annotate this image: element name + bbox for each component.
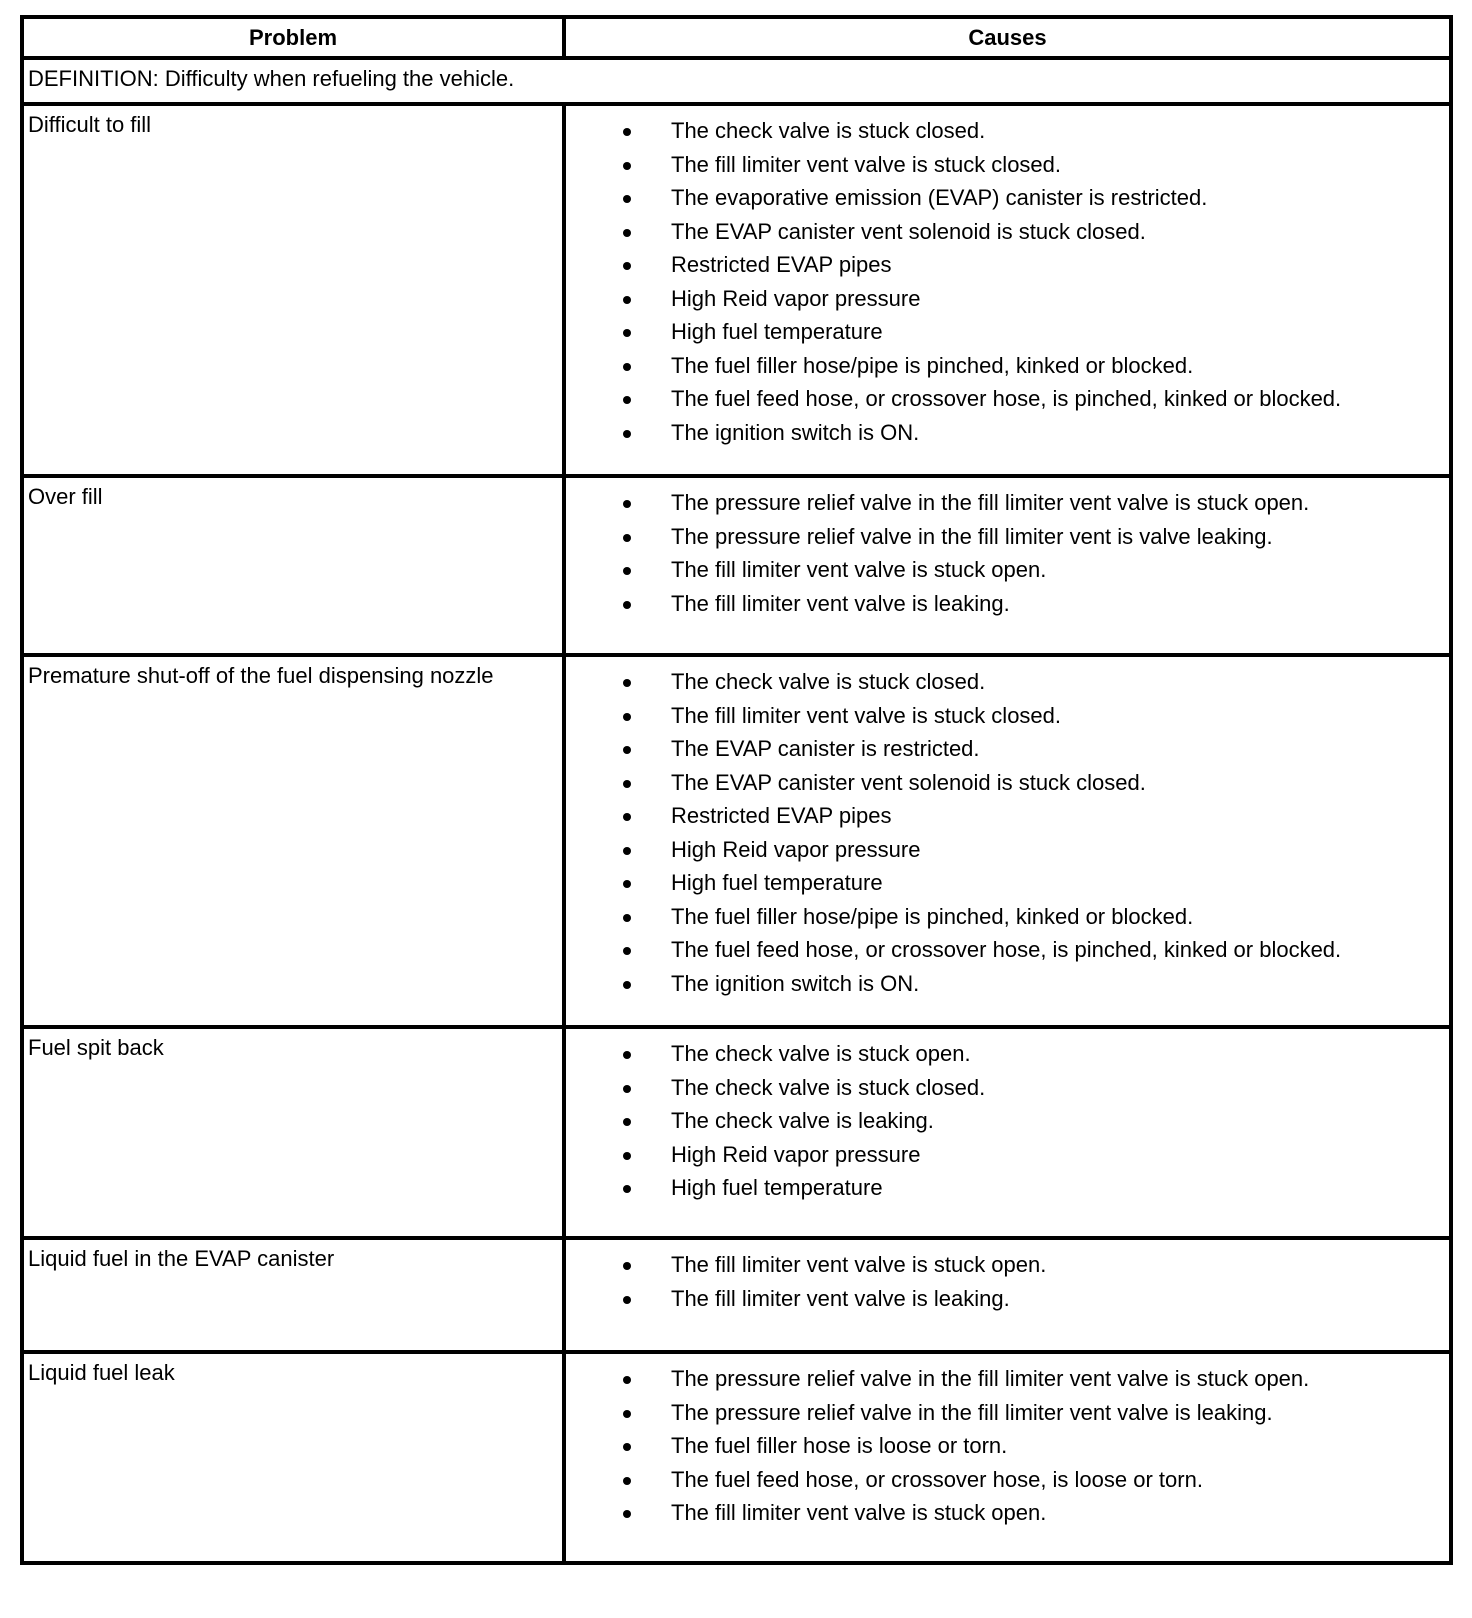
list-item [566,902,1449,936]
list-item [566,1364,1449,1398]
cause-text: The fill limiter vent valve is stuck open. [671,557,1047,582]
cause-text: The ignition switch is ON. [671,419,920,445]
bullet-icon [623,1296,631,1304]
cause-list [566,1250,1449,1317]
cause-text: The fill limiter vent valve is leaking. [671,590,1010,616]
table-row [22,476,1451,655]
cause-text: High fuel temperature [671,319,883,344]
bullet-icon [623,780,631,788]
bullet-icon [623,1477,631,1485]
list-item [566,183,1449,217]
bullet-icon [623,1085,631,1093]
list-item [566,701,1449,735]
list-item [566,1498,1449,1532]
cause-text: The evaporative emission (EVAP) canister is restricted. [671,185,1208,210]
cause-text: The check valve is leaking. [671,1108,934,1133]
list-item [566,150,1449,184]
list-item [566,868,1449,902]
problem-cell: Liquid fuel leak [22,1352,564,1563]
bullet-icon [623,880,631,888]
cause-text: The fill limiter vent valve is leaking. [671,1285,1010,1311]
table-row [22,1027,1451,1238]
symptom-table [20,15,1453,1565]
list-item [566,1398,1449,1432]
header-causes: Causes [564,17,1451,58]
cause-list [566,1039,1449,1207]
cause-text: The check valve is stuck closed. [671,1074,986,1100]
cause-text: The pressure relief valve in the fill limiter vent valve is stuck open. [671,490,1310,515]
list-item [566,969,1449,1003]
cause-text: The EVAP canister is restricted. [671,736,980,761]
list-item [566,317,1449,351]
cause-list [566,1364,1449,1532]
list-item [566,418,1449,452]
list-item [566,1284,1449,1318]
bullet-icon [623,162,631,170]
cause-text: The fuel feed hose, or crossover hose, is loose or torn. [671,1466,1203,1492]
bullet-icon [623,1443,631,1451]
bullet-icon [623,296,631,304]
cause-list [566,116,1449,451]
cause-text: The check valve is stuck closed. [671,669,986,694]
bullet-icon [623,430,631,438]
causes-cell [564,1238,1451,1352]
cause-text: The fuel filler hose/pipe is pinched, kinked or blocked. [671,352,1194,378]
bullet-icon [623,713,631,721]
list-item [566,522,1449,556]
cause-text: High Reid vapor pressure [671,285,921,311]
bullet-icon [623,329,631,337]
bullet-icon [623,128,631,136]
list-item [566,116,1449,150]
bullet-icon [623,847,631,855]
cause-text: The fuel filler hose is loose or torn. [671,1433,1008,1458]
cause-list [566,667,1449,1002]
problem-cell: Premature shut-off of the fuel dispensing nozzle [22,655,564,1027]
cause-text: The fuel feed hose, or crossover hose, is pinched, kinked or blocked. [671,937,1342,962]
bullet-icon [623,813,631,821]
cause-text: The EVAP canister vent solenoid is stuck closed. [671,218,1146,244]
list-item [566,1073,1449,1107]
bullet-icon [623,195,631,203]
cause-text: Restricted EVAP pipes [671,252,892,277]
cause-text: The check valve is stuck closed. [671,118,986,143]
causes-cell [564,104,1451,476]
list-item [566,1250,1449,1284]
cause-text: The fill limiter vent valve is stuck open. [671,1500,1047,1525]
list-item [566,835,1449,869]
problem-cell: Liquid fuel in the EVAP canister [22,1238,564,1352]
definition-text: DEFINITION: Difficulty when refueling the vehicle. [22,58,1451,104]
list-item [566,1465,1449,1499]
cause-text: The pressure relief valve in the fill limiter vent valve is leaking. [671,1399,1273,1425]
list-item [566,555,1449,589]
bullet-icon [623,567,631,575]
list-item [566,589,1449,623]
bullet-icon [623,1152,631,1160]
cause-text: High fuel temperature [671,870,883,895]
list-item [566,250,1449,284]
cause-text: The pressure relief valve in the fill limiter vent valve is stuck open. [671,1366,1310,1391]
causes-cell [564,655,1451,1027]
bullet-icon [623,1262,631,1270]
cause-text: The fuel feed hose, or crossover hose, is pinched, kinked or blocked. [671,386,1342,411]
bullet-icon [623,1185,631,1193]
problem-cell: Fuel spit back [22,1027,564,1238]
problem-cell: Difficult to fill [22,104,564,476]
definition-row [22,58,1451,104]
list-item [566,488,1449,522]
causes-cell [564,1352,1451,1563]
table-row [22,1238,1451,1352]
list-item [566,351,1449,385]
bullet-icon [623,500,631,508]
table-row [22,104,1451,476]
bullet-icon [623,947,631,955]
list-item [566,1173,1449,1207]
cause-text: The ignition switch is ON. [671,970,920,996]
bullet-icon [623,534,631,542]
bullet-icon [623,229,631,237]
cause-text: The fill limiter vent valve is stuck closed. [671,151,1062,177]
bullet-icon [623,1376,631,1384]
list-item [566,768,1449,802]
cause-list [566,488,1449,622]
cause-text: The fuel filler hose/pipe is pinched, kinked or blocked. [671,903,1194,929]
bullet-icon [623,679,631,687]
list-item [566,1039,1449,1073]
list-item [566,384,1449,418]
bullet-icon [623,914,631,922]
cause-text: The pressure relief valve in the fill limiter vent is valve leaking. [671,523,1273,549]
bullet-icon [623,1118,631,1126]
table-row [22,655,1451,1027]
header-problem: Problem [22,17,564,58]
list-item [566,1431,1449,1465]
bullet-icon [623,1051,631,1059]
bullet-icon [623,396,631,404]
bullet-icon [623,1410,631,1418]
table-row [22,1352,1451,1563]
list-item [566,667,1449,701]
list-item [566,801,1449,835]
cause-text: The check valve is stuck open. [671,1041,971,1066]
list-item [566,734,1449,768]
list-item [566,1140,1449,1174]
cause-text: The fill limiter vent valve is stuck open. [671,1252,1047,1277]
cause-text: Restricted EVAP pipes [671,803,892,828]
header-row [22,17,1451,58]
causes-cell [564,476,1451,655]
cause-text: The EVAP canister vent solenoid is stuck closed. [671,769,1146,795]
cause-text: High Reid vapor pressure [671,1141,921,1167]
table-body [22,58,1451,1563]
bullet-icon [623,981,631,989]
bullet-icon [623,363,631,371]
list-item [566,217,1449,251]
cause-text: The fill limiter vent valve is stuck closed. [671,702,1062,728]
bullet-icon [623,746,631,754]
bullet-icon [623,1510,631,1518]
problem-cell: Over fill [22,476,564,655]
cause-text: High Reid vapor pressure [671,836,921,862]
cause-text: High fuel temperature [671,1175,883,1200]
bullet-icon [623,601,631,609]
bullet-icon [623,262,631,270]
list-item [566,1106,1449,1140]
list-item [566,935,1449,969]
causes-cell [564,1027,1451,1238]
list-item [566,284,1449,318]
